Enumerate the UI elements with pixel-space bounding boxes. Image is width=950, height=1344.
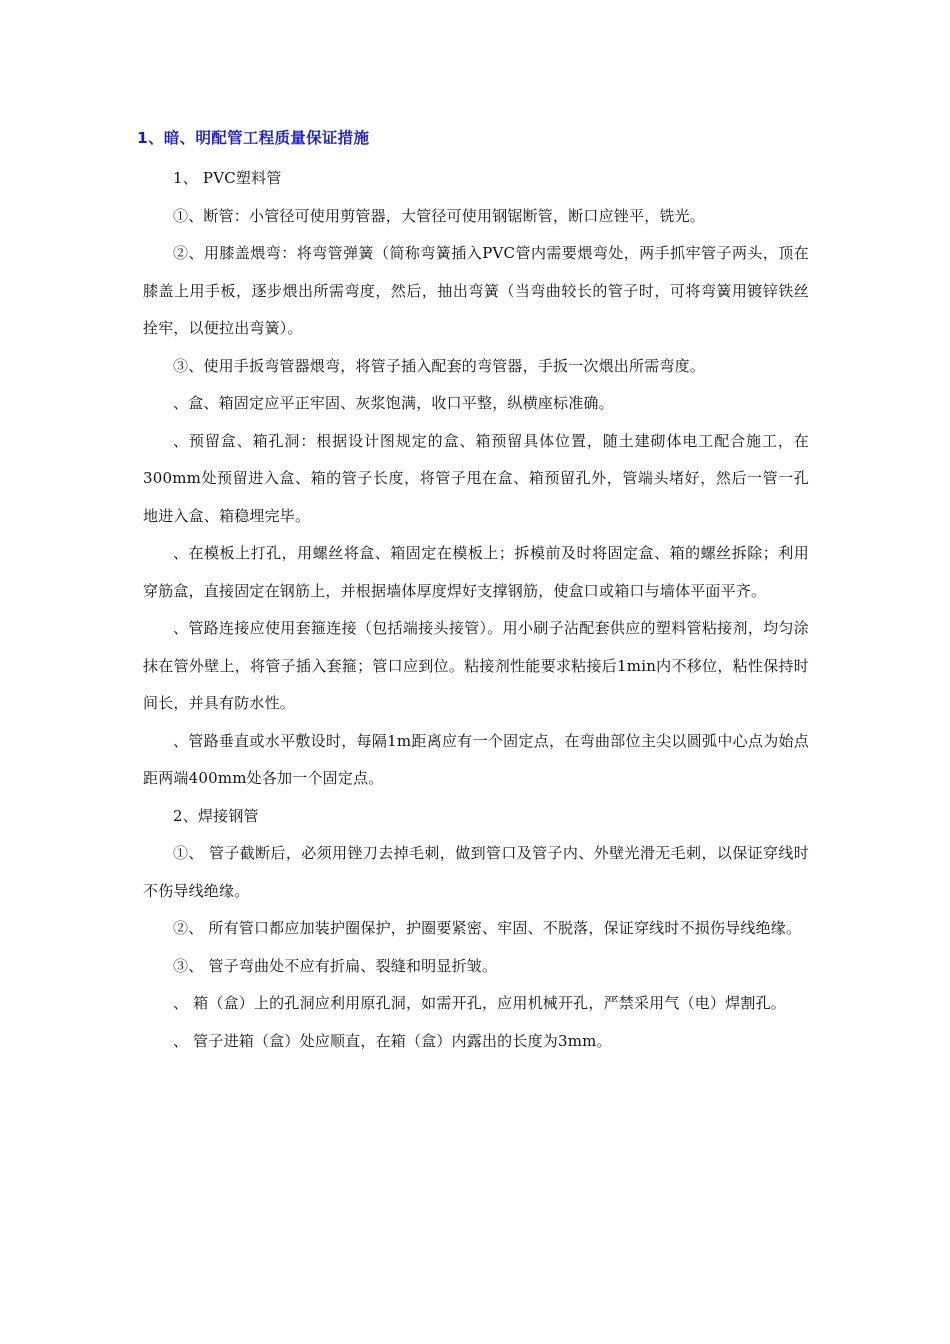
subheading-pvc-pipe: 1、 PVC塑料管 <box>173 169 282 187</box>
paragraph: ①、断管：小管径可使用剪管器，大管径可使用钢锯断管，断口应锉平，铣光。 <box>173 206 706 225</box>
section-heading: 1、暗、明配管工程质量保证措施 <box>137 129 370 147</box>
paragraph: 、管路连接应使用套箍连接（包括端接头接管）。用小刷子沾配套供应的塑料管粘接剂，均匀涂抹在管外壁上，将管子插入套箍；管口应到位。粘接剂性能要求粘接后1min内不移位，粘性保持时间长，并具有防水性。 <box>143 619 809 712</box>
paragraph: ③、使用手扳弯管器煨弯，将管子插入配套的弯管器，手扳一次煨出所需弯度。 <box>173 356 706 375</box>
paragraph: 、管路垂直或水平敷设时，每隔1m距离应有一个固定点，在弯曲部位主尖以圆弧中心点为始点距两端400mm处各加一个固定点。 <box>143 731 809 787</box>
paragraph: ①、 管子截断后，必须用锉刀去掉毛刺，做到管口及管子内、外壁光滑无毛刺，以保证穿线时不伤导线绝缘。 <box>143 844 809 900</box>
paragraph: 、在模板上打孔，用螺丝将盒、箱固定在模板上；拆模前及时将固定盒、箱的螺丝拆除；利用穿筋盒，直接固定在钢筋上，并根据墙体厚度焊好支撑钢筋，使盒口或箱口与墙体平面平齐。 <box>143 544 809 600</box>
subheading-welded-steel-pipe: 2、焊接钢管 <box>173 806 259 825</box>
paragraph: ③、 管子弯曲处不应有折扁、裂缝和明显折皱。 <box>173 956 498 975</box>
paragraph: 、盒、箱固定应平正牢固、灰浆饱满，收口平整，纵横座标准确。 <box>173 394 614 412</box>
paragraph: 、预留盒、箱孔洞：根据设计图规定的盒、箱预留具体位置，随土建砌体电工配合施工，在300mm处预留进入盒、箱的管子长度，将管子甩在盒、箱预留孔外，管端头堵好，然后一管一孔地进入盒、箱稳埋完毕。 <box>143 431 809 525</box>
paragraph: ②、 所有管口都应加装护圈保护，护圈要紧密、牢固、不脱落，保证穿线时不损伤导线绝缘。 <box>173 919 802 937</box>
paragraph: 、 管子进箱（盒）处应顺直，在箱（盒）内露出的长度为3mm。 <box>173 1031 612 1050</box>
document-body <box>143 160 809 1060</box>
paragraph: 、 箱（盒）上的孔洞应利用原孔洞，如需开孔，应用机械开孔，严禁采用气（电）焊割孔。 <box>173 994 786 1012</box>
paragraph: ②、用膝盖煨弯：将弯管弹簧（简称弯簧插入PVC管内需要煨弯处，两手抓牢管子两头，顶在膝盖上用手板，逐步煨出所需弯度，然后，抽出弯簧（当弯曲较长的管子时，可将弯簧用镀锌铁丝拴牢，以便拉出弯簧）。 <box>143 244 809 337</box>
